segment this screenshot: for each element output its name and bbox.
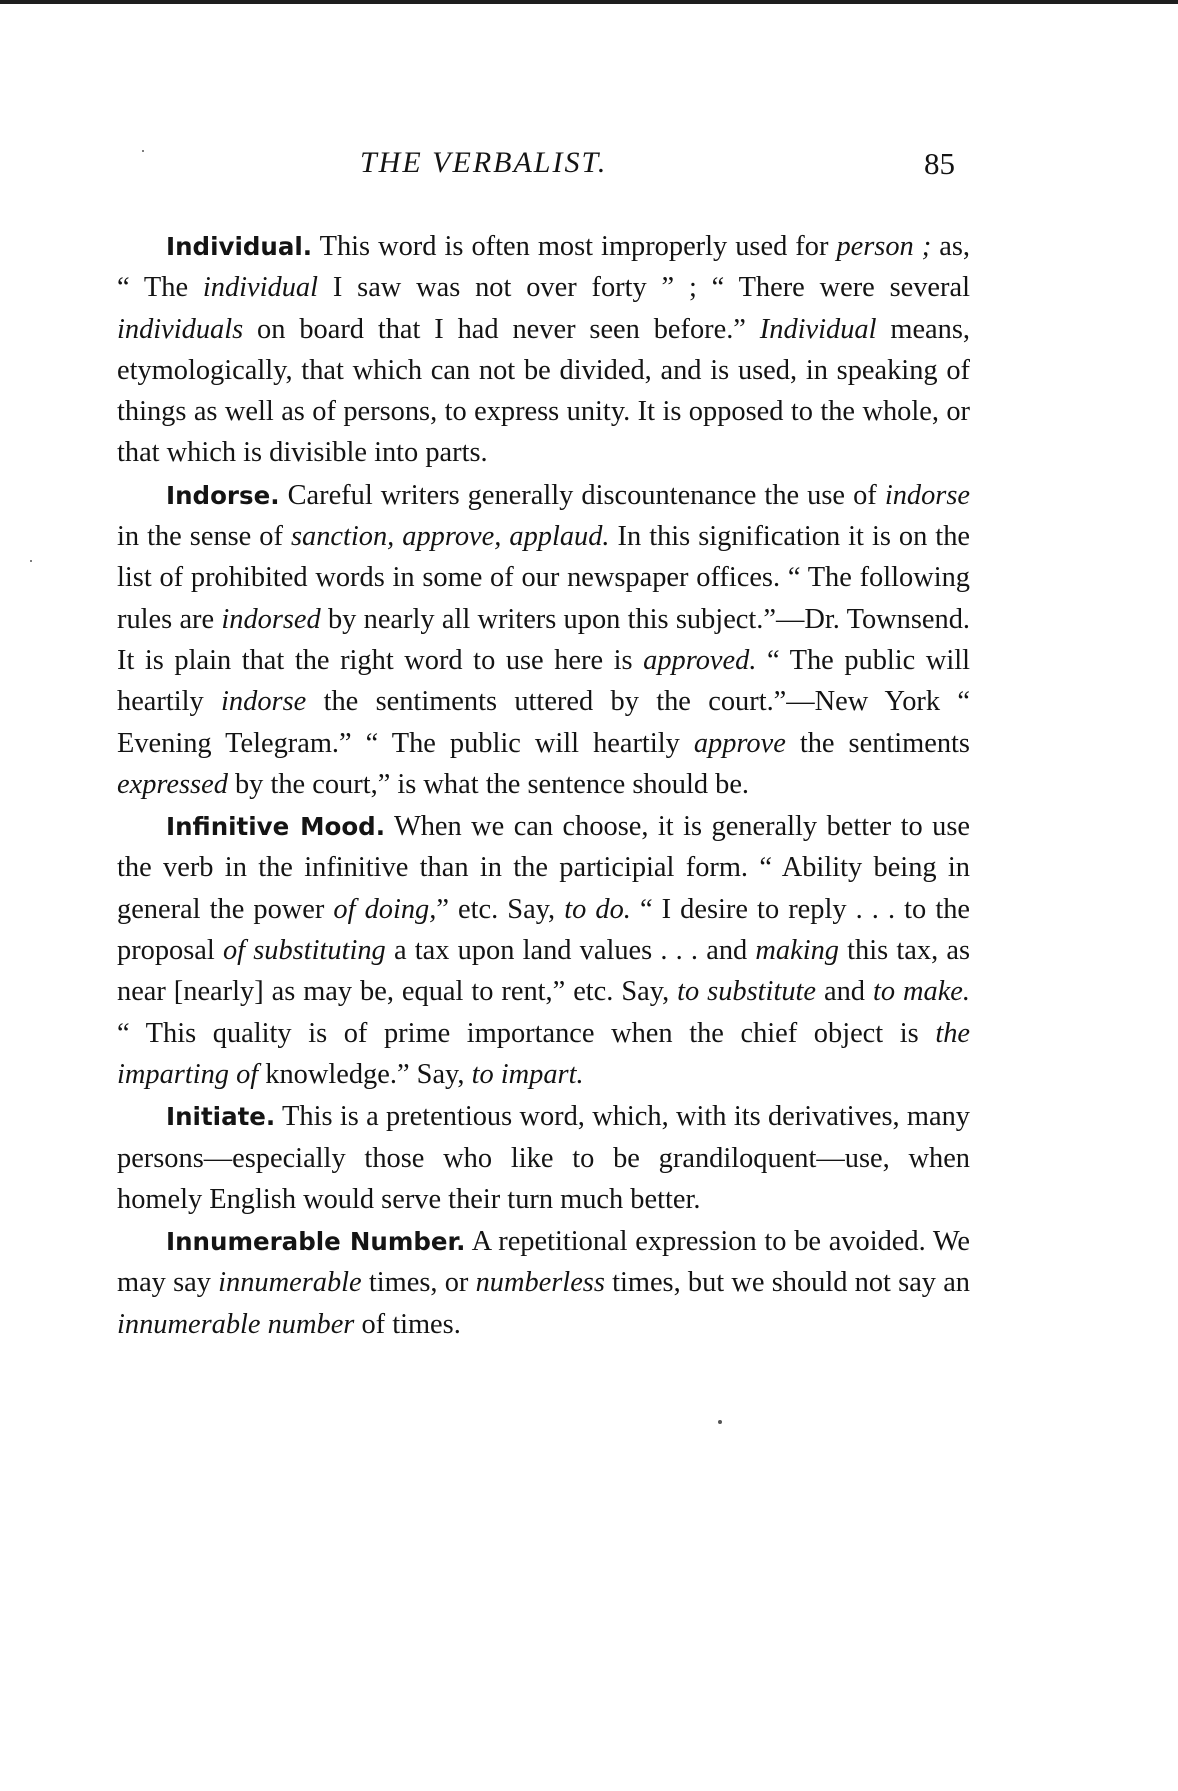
- entry-initiate: [117, 1096, 970, 1220]
- entry-text: This is a pretentious word, which, with its derivatives, many persons—especially those who like to be grandiloquent—use, when homely English would serve their turn much better.: [117, 1101, 970, 1215]
- entry-infinitive-mood: [117, 806, 970, 1095]
- entry-text: Careful writers generally discountenance the use of indorse in the sense of sanction, approve, applaud. In this signification it is on the list of prohibited words in some of our newspaper offices. “ The following rules are indorsed by nearly all writers upon this subject.”—Dr. Townsend. It is plain that the right word to use here is approved. “ The public will heartily indorse the sentiments uttered by the court.”—New York “ Evening Telegram.” “ The public will heartily approve the sentiments expressed by the court,” is what the sentence should be.: [117, 479, 971, 800]
- entry-term: Infinitive Mood.: [166, 812, 386, 842]
- entry-innumerable-number: [117, 1221, 970, 1345]
- running-title: THE VERBALIST.: [360, 146, 608, 179]
- entry-text: A repetitional expression to be avoided. We may say innumerable times, or numberless times, but we should not say an innumerable number of times.: [117, 1226, 971, 1340]
- entry-text: When we can choose, it is generally better to use the verb in the infinitive than in the participial form. “ Ability being in general the power of doing,” etc. Say, to do. “ I desire to reply . . . to the proposal of substituting a tax upon land values . . . and making this tax, as near [nearly] as may be, equal to rent,” etc. Say, to substitute and to make. “ This quality is of prime importance when the chief object is the imparting of knowledge.” Say, to impart.: [117, 811, 971, 1090]
- entry-individual: [117, 226, 970, 474]
- page-number: 85: [924, 146, 955, 181]
- top-edge-rule: [0, 0, 1178, 4]
- paper-speck: [142, 150, 144, 152]
- entry-term: Innumerable Number.: [166, 1227, 466, 1257]
- entry-term: Indorse.: [166, 480, 280, 510]
- paper-speck: [30, 560, 32, 562]
- entry-term: Initiate.: [166, 1102, 276, 1132]
- entry-term: Individual.: [166, 232, 313, 261]
- paper-speck: [718, 1420, 722, 1424]
- entry-indorse: [117, 475, 970, 805]
- entry-text: This word is often most improperly used for person ; as, “ The individual I saw was not over forty ” ; “ There were several individuals on board that I had never seen before.” Individual means, etymologically, that which can not be divided, and is used, in speaking of things as well as of persons, to express unity. It is opposed to the whole, or that which is divisible into parts.: [117, 231, 970, 469]
- dictionary-body: [117, 226, 970, 1346]
